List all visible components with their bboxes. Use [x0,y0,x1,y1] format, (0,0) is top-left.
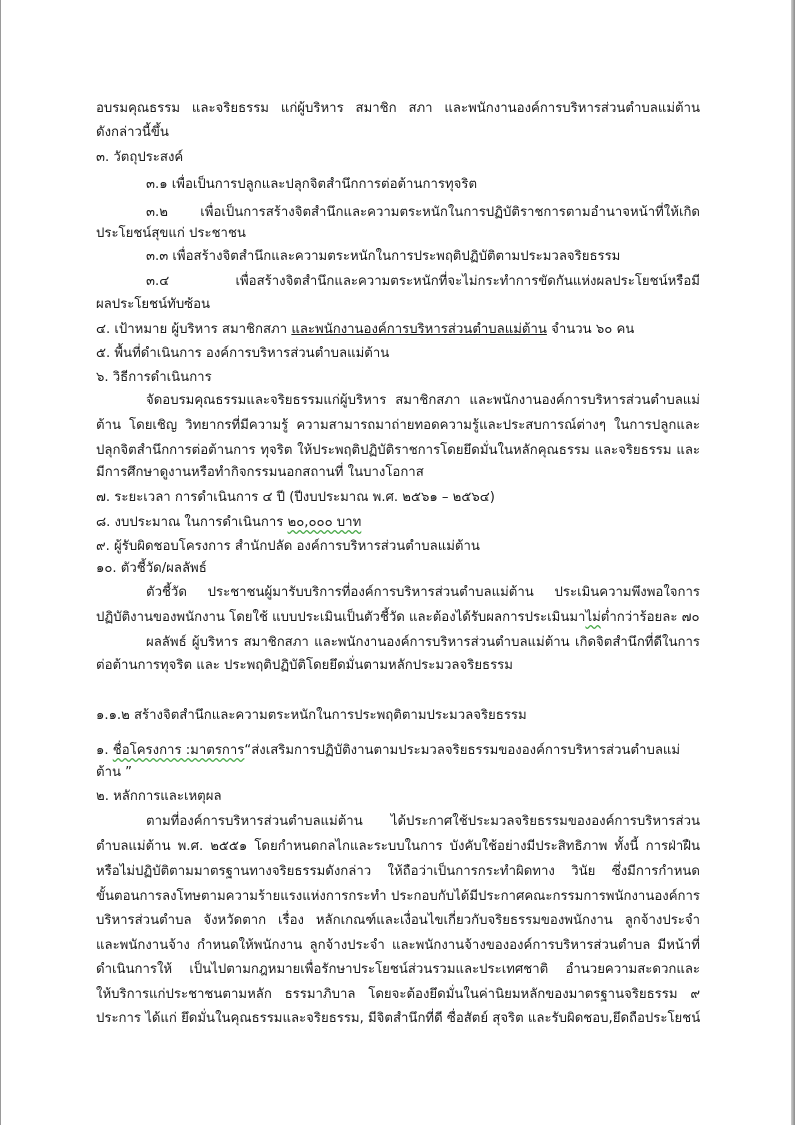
page-right-shadow [791,0,795,1125]
target-label: ๔. เป้าหมาย ผู้บริหาร สมาชิกสภา [96,322,292,337]
objective-item: ๓.๒ เพื่อเป็นการสร้างจิตสำนึกและความตระหนักในการปฏิบัติราชการตามอำนาจหน้าที่ให้เกิด [146,205,700,220]
indicator-line: ตัวชี้วัด ประชาชนผู้มารับบริการที่องค์การบริหารส่วนตำบลแม่ต้าน ประเมินความพึงพอใจการ [146,585,700,600]
indicator-text: ต่ำกว่าร้อยละ ๗๐ [600,610,700,625]
principles-paragraph-line: หรือไม่ปฏิบัติตามมาตรฐานทางจริยธรรมดังกล่าว ให้ถือว่าเป็นการกระทำผิดทาง วินัย ซึ่งมีการกำหนด [96,864,700,879]
principles-paragraph-line: ประการ ได้แก่ ยึดมั่นในคุณธรรมและจริยธรรม, มีจิตสำนึกที่ดี ซื่อสัตย์ สุจริต และรับผิดชอบ,ยึดถือประโยชน์ [96,1011,701,1026]
budget-amount: ๒๐,๐๐๐ บาท [287,515,362,530]
objective-item: ๓.๔ เพื่อสร้างจิตสำนึกและความตระหนักที่จะไม่กระทำการขัดกันแห่งผลประโยชน์หรือมี [146,274,700,289]
target-count: จำนวน ๖๐ คน [546,322,635,337]
page-left-edge [0,0,1,1125]
budget-label: ๘. งบประมาณ ในการดำเนินการ [96,515,288,530]
paragraph-line: ประโยชน์สุขแก่ ประชาชน [96,226,246,241]
paragraph-line: ผลประโยชน์ทับซ้อน [96,297,211,312]
method-paragraph-line: จัดอบรมคุณธรรมและจริยธรรมแก่ผู้บริหาร สมาชิกสภา และพนักงานองค์การบริหารส่วนตำบลแม่ [146,393,700,408]
result-line: ต่อต้านการทุจริต และ ประพฤติปฏิบัติโดยยึดมั่นตามหลักประมวลจริยธรรม [96,658,513,673]
paragraph-line: อบรมคุณธรรม และจริยธรรม แก่ผู้บริหาร สมาชิก สภา และพนักงานองค์การบริหารส่วนตำบลแม่ต้าน [96,101,700,116]
paragraph-line: ดังกล่าวนี้ขึ้น [96,125,169,140]
section-heading-method: ๖. วิธีการดำเนินการ [96,370,212,385]
principles-paragraph-line: ตามที่องค์การบริหารส่วนตำบลแม่ต้าน ได้ประกาศใช้ประมวลจริยธรรมขององค์การบริหารส่วน [146,814,700,829]
method-paragraph-line: มีการศึกษาดูงานหรือทำกิจกรรมนอกสถานที่ ในบางโอกาส [96,465,424,480]
section-heading-indicators: ๑๐. ตัวชี้วัด/ผลลัพธ์ [96,561,207,576]
objective-item: ๓.๑ เพื่อเป็นการปลูกและปลุกจิตสำนึกการต่อต้านการทุจริต [146,177,478,192]
method-paragraph-line: ต้าน โดยเชิญ วิทยากรที่มีความรู้ ความสามารถมาถ่ายทอดความรู้และประสบการณ์ต่างๆ ในการปลูกและ [96,418,700,433]
section-heading-principles: ๒. หลักการและเหตุผล [96,789,222,804]
indicator-text: ปฏิบัติงานของพนักงาน โดยใช้ แบบประเมินเป็นตัวชี้วัด และต้องได้รับผลการประเมินมา [96,610,586,625]
principles-paragraph-line: และพนักงานจ้าง กำหนดให้พนักงาน ลูกจ้างประจำ และพนักงานจ้างขององค์การบริหารส่วนตำบล มีหน้าที่ [96,938,700,953]
indicator-text-marked: ไม่ [585,610,601,625]
responsible-line: ๙. ผู้รับผิดชอบโครงการ สำนักปลัด องค์การบริหารส่วนตำบลแม่ต้าน [96,539,480,554]
principles-paragraph-line: ขั้นตอนการลงโทษตามความร้ายแรงแห่งการกระทำ ประกอบกับได้มีประกาศคณะกรรมการพนักงานองค์การ [96,889,700,904]
target-group-underlined: และพนักงานองค์การบริหารส่วนตำบลแม่ต้าน [291,322,547,337]
principles-paragraph-line: ดำเนินการให้ เป็นไปตามกฎหมายเพื่อรักษาประโยชน์ส่วนรวมและประเทศชาติ อำนวยความสะดวกและ [96,962,700,977]
project-name-label: ชื่อโครงการ :มาตรการ [112,743,245,758]
subsection-heading: ๑.๑.๒ สร้างจิตสำนึกและความตระหนักในการประพฤติตามประมวลจริยธรรม [96,708,527,723]
area-line: ๕. พื้นที่ดำเนินการ องค์การบริหารส่วนตำบลแม่ต้าน [96,346,390,361]
objective-item: ๓.๓ เพื่อสร้างจิตสำนึกและความตระหนักในการประพฤติปฏิบัติตามประมวลจริยธรรม [146,249,621,264]
result-line: ผลลัพธ์ ผู้บริหาร สมาชิกสภา และพนักงานองค์การบริหารส่วนตำบลแม่ต้าน เกิดจิตสำนึกที่ดีในการ [146,635,700,650]
principles-paragraph-line: ตำบลแม่ต้าน พ.ศ. ๒๕๕๑ โดยกำหนดกลไกและระบบในการ บังคับใช้อย่างมีประสิทธิภาพ ทั้งนี้ การฝ่าฝืน [96,839,700,854]
method-paragraph-line: ปลุกจิตสำนึกการต่อต้านการ ทุจริต ให้ประพฤติปฏิบัติราชการโดยยึดมั่นในหลักคุณธรรม และจริยธรรม และ [96,443,700,458]
budget-line [96,513,700,533]
project-name: “ส่งเสริมการปฏิบัติงานตามประมวลจริยธรรมขององค์การบริหารส่วนตำบลแม่ [244,743,681,758]
duration-line: ๗. ระยะเวลา การดำเนินการ ๔ ปี (ปีงบประมาณ พ.ศ. ๒๕๖๑ – ๒๕๖๔) [96,490,495,505]
target-line [96,320,700,340]
indicator-line [96,608,700,628]
project-number: ๑. [96,743,113,758]
section-heading-objectives: ๓. วัตถุประสงค์ [96,150,184,165]
project-name-line [96,741,700,761]
principles-paragraph-line: บริหารส่วนตำบล จังหวัดตาก เรื่อง หลักเกณฑ์และเงื่อนไขเกี่ยวกับจริยธรรมของพนักงาน ลูกจ้างประจำ [96,913,700,928]
project-name-line: ต้าน ” [96,765,133,780]
principles-paragraph-line: ให้บริการแก่ประชาชนตามหลัก ธรรมาภิบาล โดยจะต้องยึดมั่นในค่านิยมหลักของมาตรฐานจริยธรรม ๙ [96,987,700,1002]
